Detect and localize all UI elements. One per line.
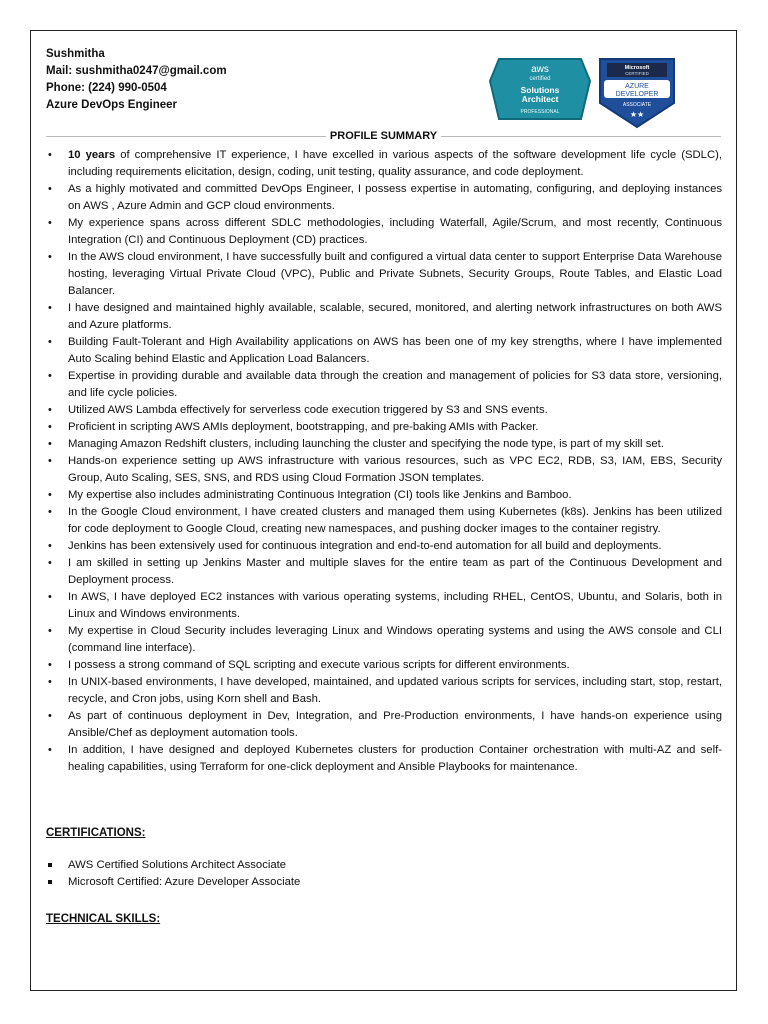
bullet-icon: • — [48, 217, 52, 229]
summary-item — [46, 487, 722, 504]
summary-item-text: In the AWS cloud environment, I have successfully built and configured a virtual data center to support Enterprise Data Warehouse hosting, leveraging Virtual Private Cloud (VPC), Public and Private Subnets, Security Groups, Route Tables, and Elastic Load Balancer. — [68, 251, 722, 297]
bullet-icon: • — [48, 625, 52, 637]
candidate-name: Sushmitha — [46, 48, 105, 60]
certifications-list — [46, 857, 300, 891]
aws-certified-badge — [490, 59, 590, 119]
summary-item-text: As part of continuous deployment in Dev, Integration, and Pre-Production environments, I have hands-on experience using Ansible/Chef as deployment automation tools. — [68, 710, 722, 739]
azure-badge-line2: DEVELOPER — [615, 91, 659, 98]
summary-item — [46, 708, 722, 742]
profile-summary-title: PROFILE SUMMARY — [329, 130, 438, 142]
summary-item — [46, 181, 722, 215]
summary-item — [46, 504, 722, 538]
summary-item-text: My experience spans across different SDLC methodologies, including Waterfall, Agile/Scrum, and most recently, Continuous Integration (CI) and Continuous Deployment (CD) practices. — [68, 217, 722, 246]
certification-item — [46, 874, 300, 891]
square-bullet-icon — [48, 863, 52, 867]
job-title: Azure DevOps Engineer — [46, 99, 178, 111]
summary-item — [46, 538, 722, 555]
aws-badge-top: aws — [531, 64, 549, 75]
bullet-icon: • — [48, 421, 52, 433]
bullet-icon: • — [48, 557, 52, 569]
star-icon: ★★ — [629, 110, 645, 119]
summary-item-text: In UNIX-based environments, I have developed, maintained, and updated various scripts for services, including start, stop, restart, recycle, and Cron jobs, using Korn shell and Bash. — [68, 676, 722, 705]
bullet-icon: • — [48, 183, 52, 195]
square-bullet-icon — [48, 880, 52, 884]
certification-badges — [485, 51, 735, 129]
bullet-icon: • — [48, 302, 52, 314]
summary-item-text: My expertise also includes administrating Continuous Integration (CI) tools like Jenkins and Bamboo. — [68, 489, 572, 501]
azure-badge-brand: Microsoft — [624, 65, 650, 71]
azure-badge-line1: AZURE — [625, 83, 649, 90]
bullet-icon: • — [48, 591, 52, 603]
summary-item — [46, 419, 722, 436]
certification-text: AWS Certified Solutions Architect Associate — [68, 859, 287, 871]
summary-item — [46, 623, 722, 657]
bullet-icon: • — [48, 659, 52, 671]
bullet-icon: • — [48, 489, 52, 501]
summary-item — [46, 402, 722, 419]
summary-item — [46, 215, 722, 249]
summary-item-text: Proficient in scripting AWS AMIs deployment, bootstrapping, and pre-baking AMIs with Packer. — [68, 421, 539, 433]
certifications-heading: CERTIFICATIONS: — [46, 827, 146, 839]
bullet-icon: • — [48, 404, 52, 416]
summary-item — [46, 436, 722, 453]
summary-item — [46, 368, 722, 402]
summary-item — [46, 589, 722, 623]
summary-item-text: of comprehensive IT experience, I have excelled in various aspects of the software development life cycle (SDLC), including requirements elicitation, design, coding, unit testing, quality assurance, and code deployment. — [68, 149, 722, 178]
summary-item — [46, 555, 722, 589]
summary-item-text: Managing Amazon Redshift clusters, including launching the cluster and specifying the node type, is part of my skill set. — [68, 438, 664, 450]
summary-item-text: Building Fault-Tolerant and High Availability applications on AWS has been one of my key strengths, where I have implemented Auto Scaling behind Elastic and Application Load Balancers. — [68, 336, 722, 365]
azure-badge-level: ASSOCIATE — [622, 102, 652, 108]
bullet-icon: • — [48, 676, 52, 688]
summary-item — [46, 657, 722, 674]
bullet-icon: • — [48, 540, 52, 552]
email-line: Mail: sushmitha0247@gmail.com — [46, 65, 227, 77]
aws-badge-line1: Solutions — [520, 85, 560, 95]
summary-item — [46, 453, 722, 487]
summary-item — [46, 300, 722, 334]
summary-item-text: Expertise in providing durable and available data through the creation and management of policies for S3 data store, versioning, and life cycle policies. — [68, 370, 722, 399]
bullet-icon: • — [48, 710, 52, 722]
heading-rule-left — [46, 136, 326, 137]
summary-item — [46, 742, 722, 776]
technical-skills-heading: TECHNICAL SKILLS: — [46, 913, 161, 925]
certification-text: Microsoft Certified: Azure Developer Associate — [68, 876, 301, 888]
summary-item-text: In AWS, I have deployed EC2 instances with various operating systems, including RHEL, CentOS, Ubuntu, and Solaris, both in Linux and Windows environments. — [68, 591, 722, 620]
summary-item-text: I am skilled in setting up Jenkins Master and multiple slaves for the entire team as part of the Continuous Development and Deployment process. — [68, 557, 722, 586]
summary-item-text: Utilized AWS Lambda effectively for serverless code execution triggered by S3 and SNS events. — [68, 404, 548, 416]
summary-item-text: My expertise in Cloud Security includes leveraging Linux and Windows operating systems and using the AWS console and CLI (command line interface). — [68, 625, 722, 654]
certification-item — [46, 857, 300, 874]
phone-line: Phone: (224) 990-0504 — [46, 82, 167, 94]
aws-badge-level: PROFESSIONAL — [520, 109, 560, 115]
aws-badge-sub: certified — [529, 76, 551, 82]
summary-item-text: As a highly motivated and committed DevOps Engineer, I possess expertise in automating, configuring, and deploying instances on AWS , Azure Admin and GCP cloud environments. — [68, 183, 722, 212]
summary-item — [46, 674, 722, 708]
bullet-icon: • — [48, 744, 52, 756]
summary-item-text: In addition, I have designed and deployed Kubernetes clusters for production Container orchestration with multi-AZ and self-healing capabilities, using Terraform for one-click deployment and Ansible Playbooks for maintenance. — [68, 744, 722, 773]
summary-item-text: In the Google Cloud environment, I have created clusters and managed them using Kubernetes (k8s). Jenkins has been utilized for code deployment to Google Cloud, creating new namespaces, and pushing docker images to the container registry. — [68, 506, 722, 535]
bullet-icon: • — [48, 506, 52, 518]
profile-summary-heading — [46, 129, 721, 143]
summary-item-text: Hands-on experience setting up AWS infrastructure with various resources, such as VPC EC2, RDB, S3, IAM, EBS, Security Group, Auto Scaling, SES, SNS, and RDS using Cloud Formation JSON templates. — [68, 455, 722, 484]
azure-developer-badge — [600, 59, 674, 127]
bullet-icon: • — [48, 251, 52, 263]
bullet-icon: • — [48, 336, 52, 348]
summary-item — [46, 147, 722, 181]
bullet-icon: • — [48, 149, 52, 161]
aws-badge-line2: Architect — [521, 94, 559, 104]
contact-block — [46, 46, 227, 114]
summary-item — [46, 249, 722, 300]
summary-item — [46, 334, 722, 368]
summary-item-text: Jenkins has been extensively used for continuous integration and end-to-end automation for all build and deployments. — [68, 540, 662, 552]
resume-page — [30, 30, 737, 991]
bullet-icon: • — [48, 438, 52, 450]
bullet-icon: • — [48, 455, 52, 467]
azure-badge-sub: CERTIFIED — [625, 71, 649, 76]
summary-item-text: I possess a strong command of SQL scripting and execute various scripts for different environments. — [68, 659, 570, 671]
bullet-icon: • — [48, 370, 52, 382]
profile-summary-list — [46, 147, 722, 776]
summary-item-text: I have designed and maintained highly available, scalable, secured, monitored, and alerting network infrastructures on both AWS and Azure platforms. — [68, 302, 722, 331]
summary-item-bold: 10 years — [68, 149, 116, 161]
heading-rule-right — [441, 136, 721, 137]
